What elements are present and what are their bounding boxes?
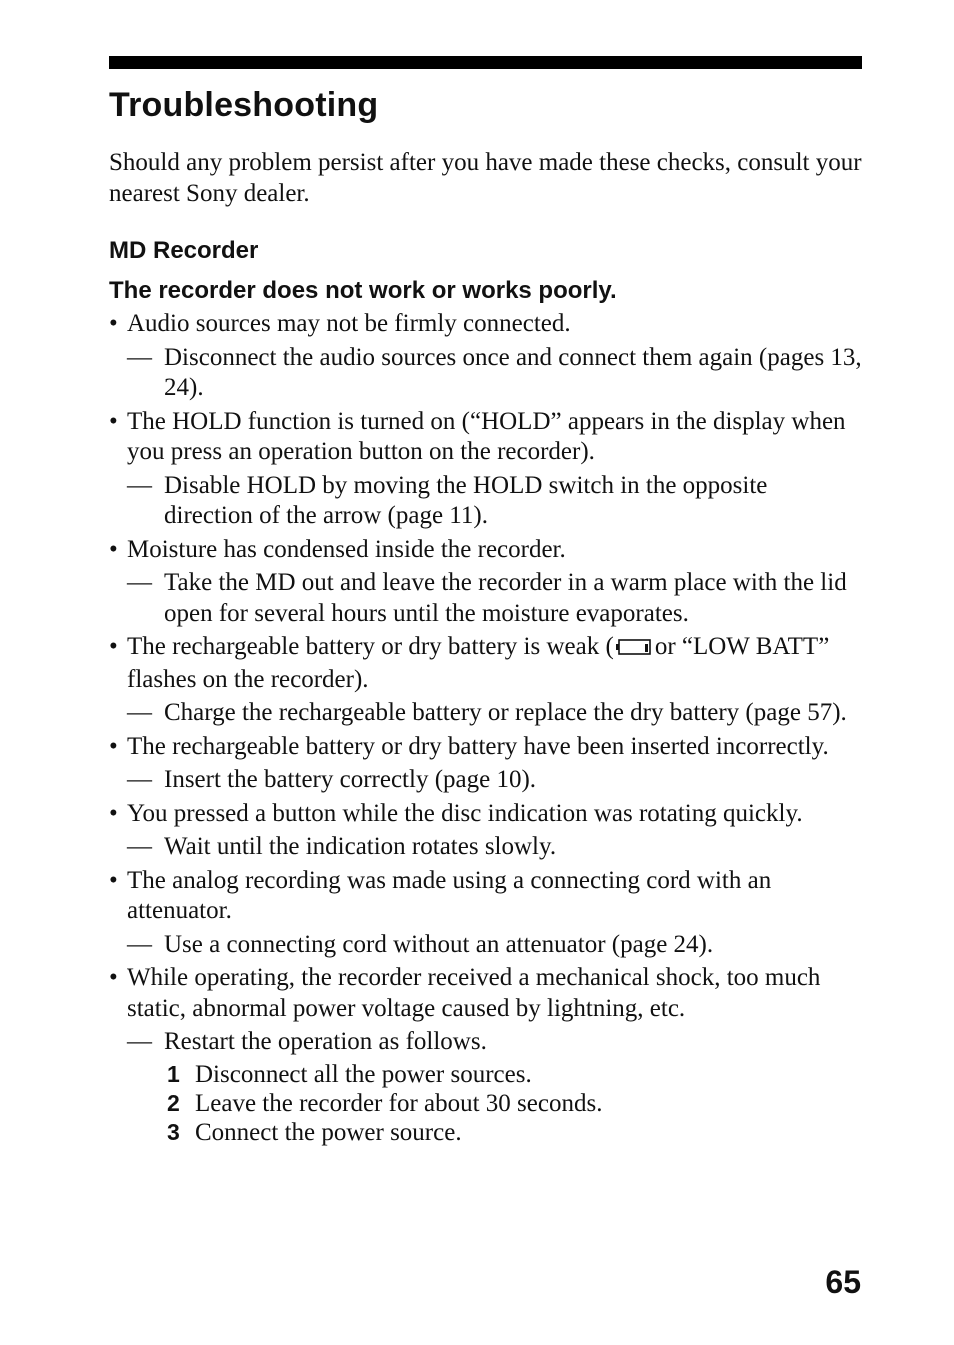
dash: — (127, 471, 152, 499)
remedy-text-content: Charge the rechargeable battery or replace the dry battery (page 57). (164, 699, 847, 726)
top-rule (109, 56, 862, 69)
step-number: 3 (167, 1118, 180, 1145)
cause-list (109, 309, 862, 1147)
dash: — (127, 833, 152, 860)
step-item (167, 1060, 862, 1089)
step-text: Disconnect all the power sources. (195, 1060, 532, 1088)
cause-text (109, 407, 862, 468)
cause-text (109, 535, 862, 566)
bullet: • (109, 732, 118, 760)
dash: — (127, 699, 152, 726)
cause-text-content: The HOLD function is turned on (“HOLD” appears in the display when you press an operation button on the recorder). (127, 407, 846, 465)
bullet: • (109, 866, 118, 894)
remedy-text (109, 765, 862, 796)
remedy-text-content: Disable HOLD by moving the HOLD switch in the opposite direction of the arrow (page 11). (164, 471, 768, 529)
battery-weak-icon (616, 634, 652, 665)
cause-item (109, 732, 862, 796)
cause-item (109, 407, 862, 532)
cause-text (109, 732, 862, 763)
intro-paragraph: Should any problem persist after you have made these checks, consult your nearest Sony dealer. (109, 149, 862, 207)
remedy-text-content: Restart the operation as follows. (164, 1028, 487, 1055)
cause-text-content: Audio sources may not be firmly connected. (127, 310, 571, 337)
remedy-text (109, 568, 862, 629)
step-text: Connect the power source. (195, 1118, 462, 1146)
remedy-text-content: Use a connecting cord without an attenuator (page 24). (164, 930, 714, 958)
remedy-text (109, 471, 862, 532)
remedy-text-content: Wait until the indication rotates slowly. (164, 833, 557, 860)
page-number: 65 (825, 1264, 861, 1300)
dash: — (127, 1028, 152, 1055)
cause-text-content: The rechargeable battery or dry battery have been inserted incorrectly. (127, 732, 829, 760)
step-number: 2 (167, 1089, 180, 1116)
bullet: • (109, 310, 118, 337)
cause-item (109, 632, 862, 729)
cause-text-content: You pressed a button while the disc indication was rotating quickly. (127, 799, 803, 827)
dash: — (127, 766, 152, 793)
step-text: Leave the recorder for about 30 seconds. (195, 1089, 603, 1117)
cause-item (109, 866, 862, 961)
remedy-text (109, 930, 862, 961)
cause-text (109, 866, 862, 927)
bullet: • (109, 407, 118, 435)
section-heading: MD Recorder (109, 237, 259, 264)
step-item (167, 1089, 862, 1118)
dash: — (127, 343, 152, 371)
remedy-text-content: Take the MD out and leave the recorder in a warm place with the lid open for several hours until the moisture evaporates. (164, 569, 847, 627)
remedy-text (109, 698, 862, 729)
cause-text (109, 963, 862, 1024)
problem-heading: The recorder does not work or works poorly. (109, 277, 617, 304)
restart-steps (167, 1060, 862, 1147)
dash: — (127, 569, 152, 596)
page-title: Troubleshooting (109, 86, 379, 124)
cause-text-content: While operating, the recorder received a mechanical shock, too much static, abnormal power voltage caused by lightning, etc. (127, 964, 821, 1022)
cause-text-content: The analog recording was made using a connecting cord with an attenuator. (127, 866, 772, 924)
cause-item (109, 309, 862, 404)
bullet: • (109, 535, 118, 563)
remedy-text-content: Insert the battery correctly (page 10). (164, 766, 537, 793)
remedy-text (109, 832, 862, 863)
cause-item (109, 535, 862, 630)
cause-text-content: Moisture has condensed inside the recorder. (127, 535, 566, 563)
cause-text (109, 799, 862, 830)
cause-text-after-icon: or “LOW BATT” flashes on the recorder). (127, 633, 830, 693)
step-item (167, 1118, 862, 1147)
remedy-text (109, 1027, 862, 1058)
step-number: 1 (167, 1060, 180, 1087)
remedy-text-content: Disconnect the audio sources once and connect them again (pages 13, 24). (164, 343, 862, 401)
cause-text-before-icon: The rechargeable battery or dry battery is weak ( (127, 633, 614, 660)
bullet: • (109, 633, 118, 660)
manual-page (109, 56, 862, 1147)
dash: — (127, 930, 152, 958)
remedy-text (109, 343, 862, 404)
bullet: • (109, 799, 118, 827)
cause-item (109, 799, 862, 863)
cause-item (109, 963, 862, 1147)
cause-text (109, 309, 862, 340)
cause-text (109, 632, 862, 695)
bullet: • (109, 964, 118, 991)
